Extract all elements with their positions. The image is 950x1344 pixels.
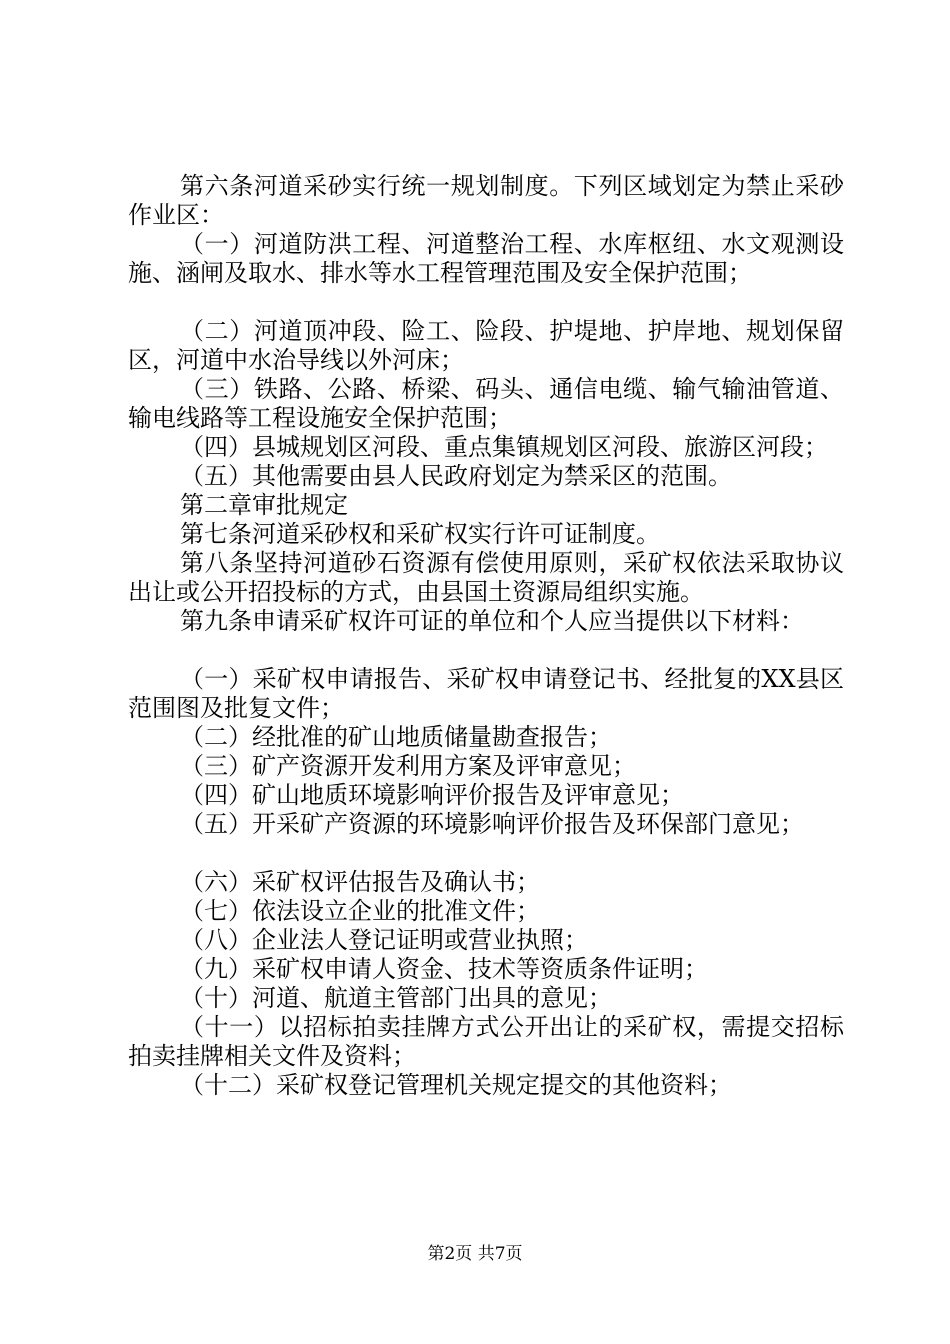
material-item-4: （四）矿山地质环境影响评价报告及评审意见； xyxy=(180,781,684,809)
paragraph-item-1: （一）河道防洪工程、河道整治工程、水库枢纽、水文观测设施、涵闸及取水、排水等水工程管理范围及安全保护范围； xyxy=(128,230,844,287)
material-item-12: （十二）采矿权登记管理机关规定提交的其他资料； xyxy=(180,1071,732,1099)
material-item-11: （十一）以招标拍卖挂牌方式公开出让的采矿权，需提交招标拍卖挂牌相关文件及资料； xyxy=(128,1013,844,1070)
paragraph-article-9: 第九条申请采矿权许可证的单位和个人应当提供以下材料： xyxy=(180,607,804,635)
document-body xyxy=(128,172,844,1100)
material-item-6: （六）采矿权评估报告及确认书； xyxy=(180,868,540,896)
paragraph-article-7: 第七条河道采砂权和采矿权实行许可证制度。 xyxy=(180,520,660,548)
page-number-footer: 第2页 共7页 xyxy=(427,1244,523,1264)
material-item-9: （九）采矿权申请人资金、技术等资质条件证明； xyxy=(180,955,708,983)
paragraph-item-2: （二）河道顶冲段、险工、险段、护堤地、护岸地、规划保留区，河道中水治导线以外河床； xyxy=(128,317,844,374)
material-item-5: （五）开采矿产资源的环境影响评价报告及环保部门意见； xyxy=(180,810,804,838)
paragraph-article-6: 第六条河道采砂实行统一规划制度。下列区域划定为禁止采砂作业区： xyxy=(128,172,844,229)
chapter-heading: 第二章审批规定 xyxy=(180,491,348,519)
material-item-3: （三）矿产资源开发利用方案及评审意见； xyxy=(180,752,636,780)
paragraph-item-3: （三）铁路、公路、桥梁、码头、通信电缆、输气输油管道、输电线路等工程设施安全保护范围； xyxy=(128,375,844,432)
material-item-2: （二）经批准的矿山地质储量勘查报告； xyxy=(180,723,612,751)
material-item-1: （一）采矿权申请报告、采矿权申请登记书、经批复的XX县区范围图及批复文件； xyxy=(128,665,844,722)
material-item-8: （八）企业法人登记证明或营业执照； xyxy=(180,926,588,954)
material-item-7: （七）依法设立企业的批准文件； xyxy=(180,897,540,925)
paragraph-article-8: 第八条坚持河道砂石资源有偿使用原则，采矿权依法采取协议出让或公开招投标的方式，由县国土资源局组织实施。 xyxy=(128,549,844,606)
paragraph-item-5: （五）其他需要由县人民政府划定为禁采区的范围。 xyxy=(180,462,732,490)
material-item-10: （十）河道、航道主管部门出具的意见； xyxy=(180,984,612,1012)
paragraph-item-4: （四）县城规划区河段、重点集镇规划区河段、旅游区河段； xyxy=(180,433,828,461)
